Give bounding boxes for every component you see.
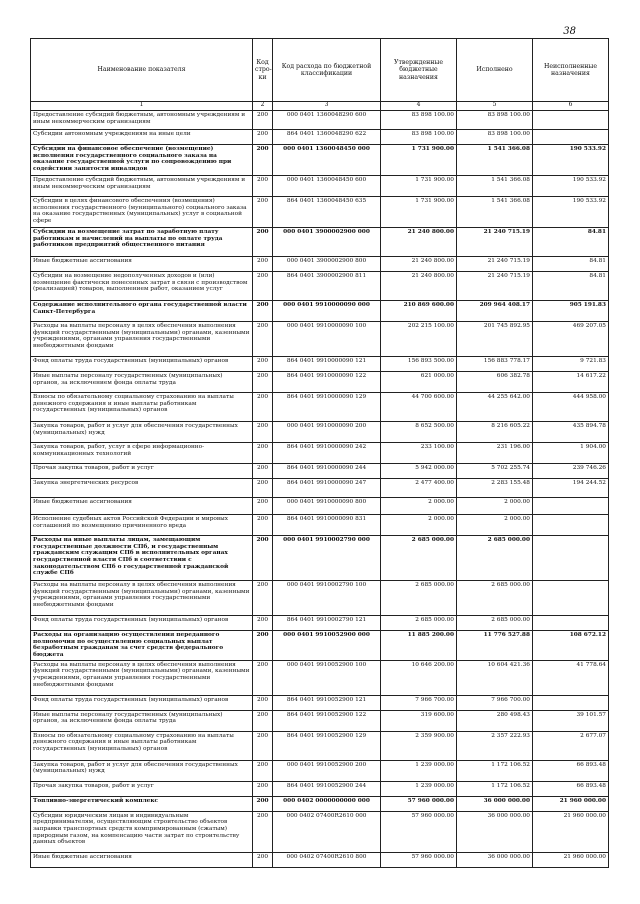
row-executed: 21 240 715.19 bbox=[457, 272, 533, 301]
row-kbk: 000 0401 1360048450 000 bbox=[273, 145, 381, 176]
table-row bbox=[31, 301, 609, 322]
row-unexecuted: 194 244.52 bbox=[533, 479, 609, 498]
row-name: Расходы на выплаты персоналу в целях обеспечения выполнения функций государственными (муниципальными) органами, казенными учреждениями, органами управления государственными внебюджетными фондами bbox=[31, 660, 253, 695]
row-unexecuted: 21 960 000.00 bbox=[533, 811, 609, 852]
row-kbk: 864 0401 9910000090 831 bbox=[273, 515, 381, 536]
row-unexecuted: 14 617.22 bbox=[533, 372, 609, 393]
row-unexecuted bbox=[533, 581, 609, 616]
table-row bbox=[31, 515, 609, 536]
row-unexecuted: 190 533.92 bbox=[533, 176, 609, 197]
row-code: 200 bbox=[253, 660, 273, 695]
row-approved: 57 960 000.00 bbox=[381, 796, 457, 811]
row-kbk: 864 0401 9910052900 129 bbox=[273, 731, 381, 760]
table-row bbox=[31, 731, 609, 760]
row-kbk: 000 0401 3900002900 000 bbox=[273, 228, 381, 257]
row-kbk: 864 0401 1360048450 635 bbox=[273, 197, 381, 228]
row-code: 200 bbox=[253, 422, 273, 443]
row-approved: 44 700 600.00 bbox=[381, 393, 457, 422]
row-executed: 1 541 366.08 bbox=[457, 197, 533, 228]
row-executed: 5 702 255.74 bbox=[457, 464, 533, 479]
row-approved: 1 239 000.00 bbox=[381, 781, 457, 796]
row-executed: 44 255 642.00 bbox=[457, 393, 533, 422]
row-unexecuted: 66 893.48 bbox=[533, 781, 609, 796]
row-unexecuted: 66 893.48 bbox=[533, 760, 609, 781]
row-approved: 57 960 000.00 bbox=[381, 811, 457, 852]
table-row bbox=[31, 272, 609, 301]
row-unexecuted: 239 746.26 bbox=[533, 464, 609, 479]
table-row bbox=[31, 498, 609, 515]
row-approved: 21 240 800.00 bbox=[381, 257, 457, 272]
row-unexecuted bbox=[533, 130, 609, 145]
row-executed: 2 357 222.93 bbox=[457, 731, 533, 760]
table-row bbox=[31, 852, 609, 867]
row-code: 200 bbox=[253, 176, 273, 197]
row-kbk: 864 0401 1360048290 622 bbox=[273, 130, 381, 145]
row-executed: 231 196.00 bbox=[457, 443, 533, 464]
row-executed: 11 776 527.88 bbox=[457, 631, 533, 661]
row-name: Взносы по обязательному социальному страхованию на выплаты денежного содержания и иные выплаты работникам государственных (муниципальных) органов bbox=[31, 393, 253, 422]
row-executed: 8 216 605.22 bbox=[457, 422, 533, 443]
table-row bbox=[31, 322, 609, 357]
row-approved: 210 869 600.00 bbox=[381, 301, 457, 322]
row-name: Расходы на иные выплаты лицам, замещающим государственные должности СПб, и государственным гражданским служащим СПб в исполнительных органах государственной власти СПб в соответствии с законодательством СПб о государственной гражданской службе СПб bbox=[31, 536, 253, 581]
table-row bbox=[31, 176, 609, 197]
row-kbk: 000 0401 1360048450 600 bbox=[273, 176, 381, 197]
table-row bbox=[31, 581, 609, 616]
row-code: 200 bbox=[253, 796, 273, 811]
row-approved: 83 898 100.00 bbox=[381, 111, 457, 130]
row-approved: 156 893 500.00 bbox=[381, 357, 457, 372]
row-name: Субсидии в целях финансового обеспечения (возмещения) исполнения государственного (муниципального) социального заказа на оказание государственных (муниципальных) услуг в социальной сфере bbox=[31, 197, 253, 228]
row-unexecuted: 84.81 bbox=[533, 257, 609, 272]
col-number: 4 bbox=[381, 102, 457, 111]
row-approved: 1 239 000.00 bbox=[381, 760, 457, 781]
row-executed: 7 966 700.00 bbox=[457, 695, 533, 710]
row-name: Содержание исполнительного органа государственной власти Санкт-Петербурга bbox=[31, 301, 253, 322]
table-row bbox=[31, 372, 609, 393]
row-executed: 1 172 106.52 bbox=[457, 781, 533, 796]
row-name: Фонд оплаты труда государственных (муниципальных) органов bbox=[31, 616, 253, 631]
row-name: Субсидии на финансовое обеспечение (возмещение) исполнения государственного социального заказа на оказание государственной услуги по сопровождению при содействии занятости инвалидов bbox=[31, 145, 253, 176]
row-name: Расходы на выплаты персоналу в целях обеспечения выполнения функций государственными (муниципальными) органами, казенными учреждениями, органами управления государственными внебюджетными фондами bbox=[31, 322, 253, 357]
table-row bbox=[31, 443, 609, 464]
row-code: 200 bbox=[253, 372, 273, 393]
row-executed: 36 000 000.00 bbox=[457, 852, 533, 867]
row-kbk: 864 0401 9910052900 121 bbox=[273, 695, 381, 710]
row-code: 200 bbox=[253, 257, 273, 272]
row-executed: 2 000.00 bbox=[457, 515, 533, 536]
row-name: Субсидии на возмещение недополученных доходов и (или) возмещение фактически понесенных затрат в связи с производством (реализацией) товаров, выполнением работ, оказанием услуг bbox=[31, 272, 253, 301]
header-executed: Исполнено bbox=[457, 39, 533, 102]
row-kbk: 000 0402 07400R2610 000 bbox=[273, 811, 381, 852]
row-executed: 2 000.00 bbox=[457, 498, 533, 515]
column-number-row bbox=[31, 102, 609, 111]
row-name: Субсидии на возмещение затрат по заработную плату работникам и начислений на выплаты по оплате труда работников предприятий общественного питания bbox=[31, 228, 253, 257]
row-name: Фонд оплаты труда государственных (муниципальных) органов bbox=[31, 695, 253, 710]
row-kbk: 864 0401 9910052900 244 bbox=[273, 781, 381, 796]
row-kbk: 000 0401 9910052900 200 bbox=[273, 760, 381, 781]
row-kbk: 000 0401 9910002790 100 bbox=[273, 581, 381, 616]
table-row bbox=[31, 228, 609, 257]
row-name: Фонд оплаты труда государственных (муниципальных) органов bbox=[31, 357, 253, 372]
row-kbk: 864 0401 3900002900 811 bbox=[273, 272, 381, 301]
table-row bbox=[31, 257, 609, 272]
row-code: 200 bbox=[253, 111, 273, 130]
row-code: 200 bbox=[253, 581, 273, 616]
row-unexecuted bbox=[533, 111, 609, 130]
row-unexecuted bbox=[533, 498, 609, 515]
row-code: 200 bbox=[253, 781, 273, 796]
row-unexecuted: 39 101.57 bbox=[533, 710, 609, 731]
row-kbk: 864 0401 9910000090 242 bbox=[273, 443, 381, 464]
row-kbk: 864 0401 9910000090 122 bbox=[273, 372, 381, 393]
table-row bbox=[31, 422, 609, 443]
row-approved: 2 000.00 bbox=[381, 515, 457, 536]
row-approved: 21 240 800.00 bbox=[381, 228, 457, 257]
row-approved: 202 215 100.00 bbox=[381, 322, 457, 357]
row-approved: 621 000.00 bbox=[381, 372, 457, 393]
row-kbk: 864 0401 9910002790 121 bbox=[273, 616, 381, 631]
row-executed: 156 883 778.17 bbox=[457, 357, 533, 372]
row-unexecuted bbox=[533, 616, 609, 631]
row-code: 200 bbox=[253, 479, 273, 498]
row-executed: 2 685 000.00 bbox=[457, 616, 533, 631]
row-executed: 1 172 106.52 bbox=[457, 760, 533, 781]
row-name: Иные выплаты персоналу государственных (муниципальных) органов, за исключением фонда оплаты труда bbox=[31, 372, 253, 393]
header-approved: Утвержденные бюджетные назначения bbox=[381, 39, 457, 102]
table-row bbox=[31, 536, 609, 581]
row-kbk: 864 0401 9910000090 129 bbox=[273, 393, 381, 422]
row-approved: 2 477 400.00 bbox=[381, 479, 457, 498]
row-executed: 606 382.78 bbox=[457, 372, 533, 393]
table-row bbox=[31, 781, 609, 796]
row-executed: 2 283 155.48 bbox=[457, 479, 533, 498]
row-approved: 1 731 900.00 bbox=[381, 145, 457, 176]
row-kbk: 000 0401 9910000090 100 bbox=[273, 322, 381, 357]
row-unexecuted: 84.81 bbox=[533, 272, 609, 301]
row-approved: 319 600.00 bbox=[381, 710, 457, 731]
row-kbk: 000 0401 9910000090 000 bbox=[273, 301, 381, 322]
page-number: 38 bbox=[563, 26, 576, 37]
row-unexecuted: 9 721.83 bbox=[533, 357, 609, 372]
row-approved: 57 960 000.00 bbox=[381, 852, 457, 867]
row-name: Предоставление субсидий бюджетным, автономным учреждениям и иным некоммерческим организациям bbox=[31, 111, 253, 130]
row-unexecuted: 108 672.12 bbox=[533, 631, 609, 661]
row-code: 200 bbox=[253, 498, 273, 515]
row-code: 200 bbox=[253, 616, 273, 631]
row-executed: 280 498.43 bbox=[457, 710, 533, 731]
table-row bbox=[31, 145, 609, 176]
header-row bbox=[31, 39, 609, 102]
row-code: 200 bbox=[253, 710, 273, 731]
row-approved: 7 966 700.00 bbox=[381, 695, 457, 710]
table-row bbox=[31, 479, 609, 498]
row-name: Иные бюджетные ассигнования bbox=[31, 257, 253, 272]
row-unexecuted bbox=[533, 695, 609, 710]
row-executed: 83 898 100.00 bbox=[457, 130, 533, 145]
row-unexecuted: 444 958.00 bbox=[533, 393, 609, 422]
row-kbk: 000 0402 07400R2610 800 bbox=[273, 852, 381, 867]
header-unexecuted: Неисполненные назначения bbox=[533, 39, 609, 102]
row-approved: 1 731 900.00 bbox=[381, 197, 457, 228]
table-row bbox=[31, 760, 609, 781]
table-row bbox=[31, 631, 609, 661]
table-row bbox=[31, 695, 609, 710]
row-unexecuted: 190 533.92 bbox=[533, 197, 609, 228]
row-kbk: 000 0401 9910000090 800 bbox=[273, 498, 381, 515]
row-unexecuted: 84.81 bbox=[533, 228, 609, 257]
row-unexecuted: 21 960 000.00 bbox=[533, 852, 609, 867]
table-row bbox=[31, 464, 609, 479]
row-name: Закупка товаров, работ, услуг в сфере информационно-коммуникационных технологий bbox=[31, 443, 253, 464]
row-name: Закупка энергетических ресурсов bbox=[31, 479, 253, 498]
row-unexecuted: 469 207.05 bbox=[533, 322, 609, 357]
row-approved: 233 100.00 bbox=[381, 443, 457, 464]
row-code: 200 bbox=[253, 811, 273, 852]
row-approved: 2 685 000.00 bbox=[381, 616, 457, 631]
row-name: Топливно-энергетический комплекс bbox=[31, 796, 253, 811]
row-name: Иные бюджетные ассигнования bbox=[31, 498, 253, 515]
row-unexecuted bbox=[533, 536, 609, 581]
row-approved: 8 652 500.00 bbox=[381, 422, 457, 443]
col-number: 2 bbox=[253, 102, 273, 111]
col-number: 3 bbox=[273, 102, 381, 111]
row-name: Иные бюджетные ассигнования bbox=[31, 852, 253, 867]
row-name: Субсидии автономным учреждениям на иные цели bbox=[31, 130, 253, 145]
table-row bbox=[31, 111, 609, 130]
header-indicator-name: Наименование показателя bbox=[31, 39, 253, 102]
row-code: 200 bbox=[253, 357, 273, 372]
row-approved: 2 685 000.00 bbox=[381, 536, 457, 581]
row-executed: 36 000 000.00 bbox=[457, 811, 533, 852]
row-approved: 2 685 000.00 bbox=[381, 581, 457, 616]
row-name: Предоставление субсидий бюджетным, автономным учреждениям и иным некоммерческим организациям bbox=[31, 176, 253, 197]
row-code: 200 bbox=[253, 393, 273, 422]
table-body bbox=[31, 111, 609, 868]
row-unexecuted: 435 894.78 bbox=[533, 422, 609, 443]
table-row bbox=[31, 130, 609, 145]
table-row bbox=[31, 393, 609, 422]
row-kbk: 000 0401 1360048290 600 bbox=[273, 111, 381, 130]
table-row bbox=[31, 660, 609, 695]
row-unexecuted: 190 533.92 bbox=[533, 145, 609, 176]
row-name: Расходы на выплаты персоналу в целях обеспечения выполнения функций государственными (муниципальными) органами, казенными учреждениями, органами управления государственными внебюджетными фондами bbox=[31, 581, 253, 616]
row-executed: 209 964 408.17 bbox=[457, 301, 533, 322]
row-unexecuted: 21 960 000.00 bbox=[533, 796, 609, 811]
row-unexecuted: 41 778.64 bbox=[533, 660, 609, 695]
row-kbk: 000 0402 0000000000 000 bbox=[273, 796, 381, 811]
row-kbk: 000 0401 9910002790 000 bbox=[273, 536, 381, 581]
row-code: 200 bbox=[253, 515, 273, 536]
row-approved: 2 000.00 bbox=[381, 498, 457, 515]
row-approved: 83 898 100.00 bbox=[381, 130, 457, 145]
row-executed: 21 240 715.19 bbox=[457, 228, 533, 257]
row-code: 200 bbox=[253, 852, 273, 867]
row-kbk: 000 0401 9910052900 100 bbox=[273, 660, 381, 695]
row-code: 200 bbox=[253, 228, 273, 257]
table-row bbox=[31, 811, 609, 852]
row-kbk: 000 0401 9910052900 000 bbox=[273, 631, 381, 661]
col-number: 1 bbox=[31, 102, 253, 111]
row-executed: 2 685 000.00 bbox=[457, 536, 533, 581]
row-name: Иные выплаты персоналу государственных (муниципальных) органов, за исключением фонда оплаты труда bbox=[31, 710, 253, 731]
row-kbk: 864 0401 9910000090 121 bbox=[273, 357, 381, 372]
row-executed: 83 898 100.00 bbox=[457, 111, 533, 130]
row-executed: 10 604 421.36 bbox=[457, 660, 533, 695]
row-code: 200 bbox=[253, 272, 273, 301]
row-approved: 10 646 200.00 bbox=[381, 660, 457, 695]
row-executed: 21 240 715.19 bbox=[457, 257, 533, 272]
row-code: 200 bbox=[253, 464, 273, 479]
row-code: 200 bbox=[253, 631, 273, 661]
row-code: 200 bbox=[253, 760, 273, 781]
row-code: 200 bbox=[253, 536, 273, 581]
row-name: Закупка товаров, работ и услуг для обеспечения государственных (муниципальных) нужд bbox=[31, 422, 253, 443]
row-name: Закупка товаров, работ и услуг для обеспечения государственных (муниципальных) нужд bbox=[31, 760, 253, 781]
row-name: Прочая закупка товаров, работ и услуг bbox=[31, 464, 253, 479]
row-code: 200 bbox=[253, 197, 273, 228]
row-name: Расходы на организацию осуществления переданного полномочия по осуществлению социальных выплат безработным гражданам за счет средств федерального бюджета bbox=[31, 631, 253, 661]
row-executed: 1 541 366.08 bbox=[457, 176, 533, 197]
row-code: 200 bbox=[253, 695, 273, 710]
row-unexecuted: 2 677.07 bbox=[533, 731, 609, 760]
table-row bbox=[31, 357, 609, 372]
row-approved: 2 359 900.00 bbox=[381, 731, 457, 760]
row-kbk: 864 0401 9910000090 247 bbox=[273, 479, 381, 498]
header-row-code: Код стро-ки bbox=[253, 39, 273, 102]
row-name: Субсидии юридическим лицам и индивидуальным предпринимателям, осуществляющим строительство объектов заправки транспортных средств компримированным (сжатым) природным газом, на компенсацию части затрат по строительству данных объектов bbox=[31, 811, 253, 852]
header-budget-code: Код расхода по бюджетной классификации bbox=[273, 39, 381, 102]
row-kbk: 864 0401 9910000090 244 bbox=[273, 464, 381, 479]
table-row bbox=[31, 616, 609, 631]
row-code: 200 bbox=[253, 731, 273, 760]
row-approved: 1 731 900.00 bbox=[381, 176, 457, 197]
row-name: Исполнение судебных актов Российской Федерации и мировых соглашений по возмещению причиненного вреда bbox=[31, 515, 253, 536]
row-unexecuted: 1 904.00 bbox=[533, 443, 609, 464]
row-executed: 2 685 000.00 bbox=[457, 581, 533, 616]
col-number: 5 bbox=[457, 102, 533, 111]
row-unexecuted: 905 191.83 bbox=[533, 301, 609, 322]
table-row bbox=[31, 710, 609, 731]
row-code: 200 bbox=[253, 301, 273, 322]
row-executed: 1 541 366.08 bbox=[457, 145, 533, 176]
row-executed: 201 745 892.95 bbox=[457, 322, 533, 357]
table-row bbox=[31, 197, 609, 228]
row-code: 200 bbox=[253, 443, 273, 464]
row-approved: 21 240 800.00 bbox=[381, 272, 457, 301]
row-name: Взносы по обязательному социальному страхованию на выплаты денежного содержания и иные выплаты работникам государственных (муниципальных) органов bbox=[31, 731, 253, 760]
table-row bbox=[31, 796, 609, 811]
row-approved: 5 942 000.00 bbox=[381, 464, 457, 479]
row-unexecuted bbox=[533, 515, 609, 536]
row-kbk: 000 0401 9910000090 200 bbox=[273, 422, 381, 443]
row-approved: 11 885 200.00 bbox=[381, 631, 457, 661]
row-code: 200 bbox=[253, 130, 273, 145]
budget-execution-table bbox=[30, 38, 609, 868]
col-number: 6 bbox=[533, 102, 609, 111]
row-kbk: 864 0401 9910052900 122 bbox=[273, 710, 381, 731]
row-executed: 36 000 000.00 bbox=[457, 796, 533, 811]
row-code: 200 bbox=[253, 322, 273, 357]
row-code: 200 bbox=[253, 145, 273, 176]
row-kbk: 000 0401 3900002900 800 bbox=[273, 257, 381, 272]
row-name: Прочая закупка товаров, работ и услуг bbox=[31, 781, 253, 796]
